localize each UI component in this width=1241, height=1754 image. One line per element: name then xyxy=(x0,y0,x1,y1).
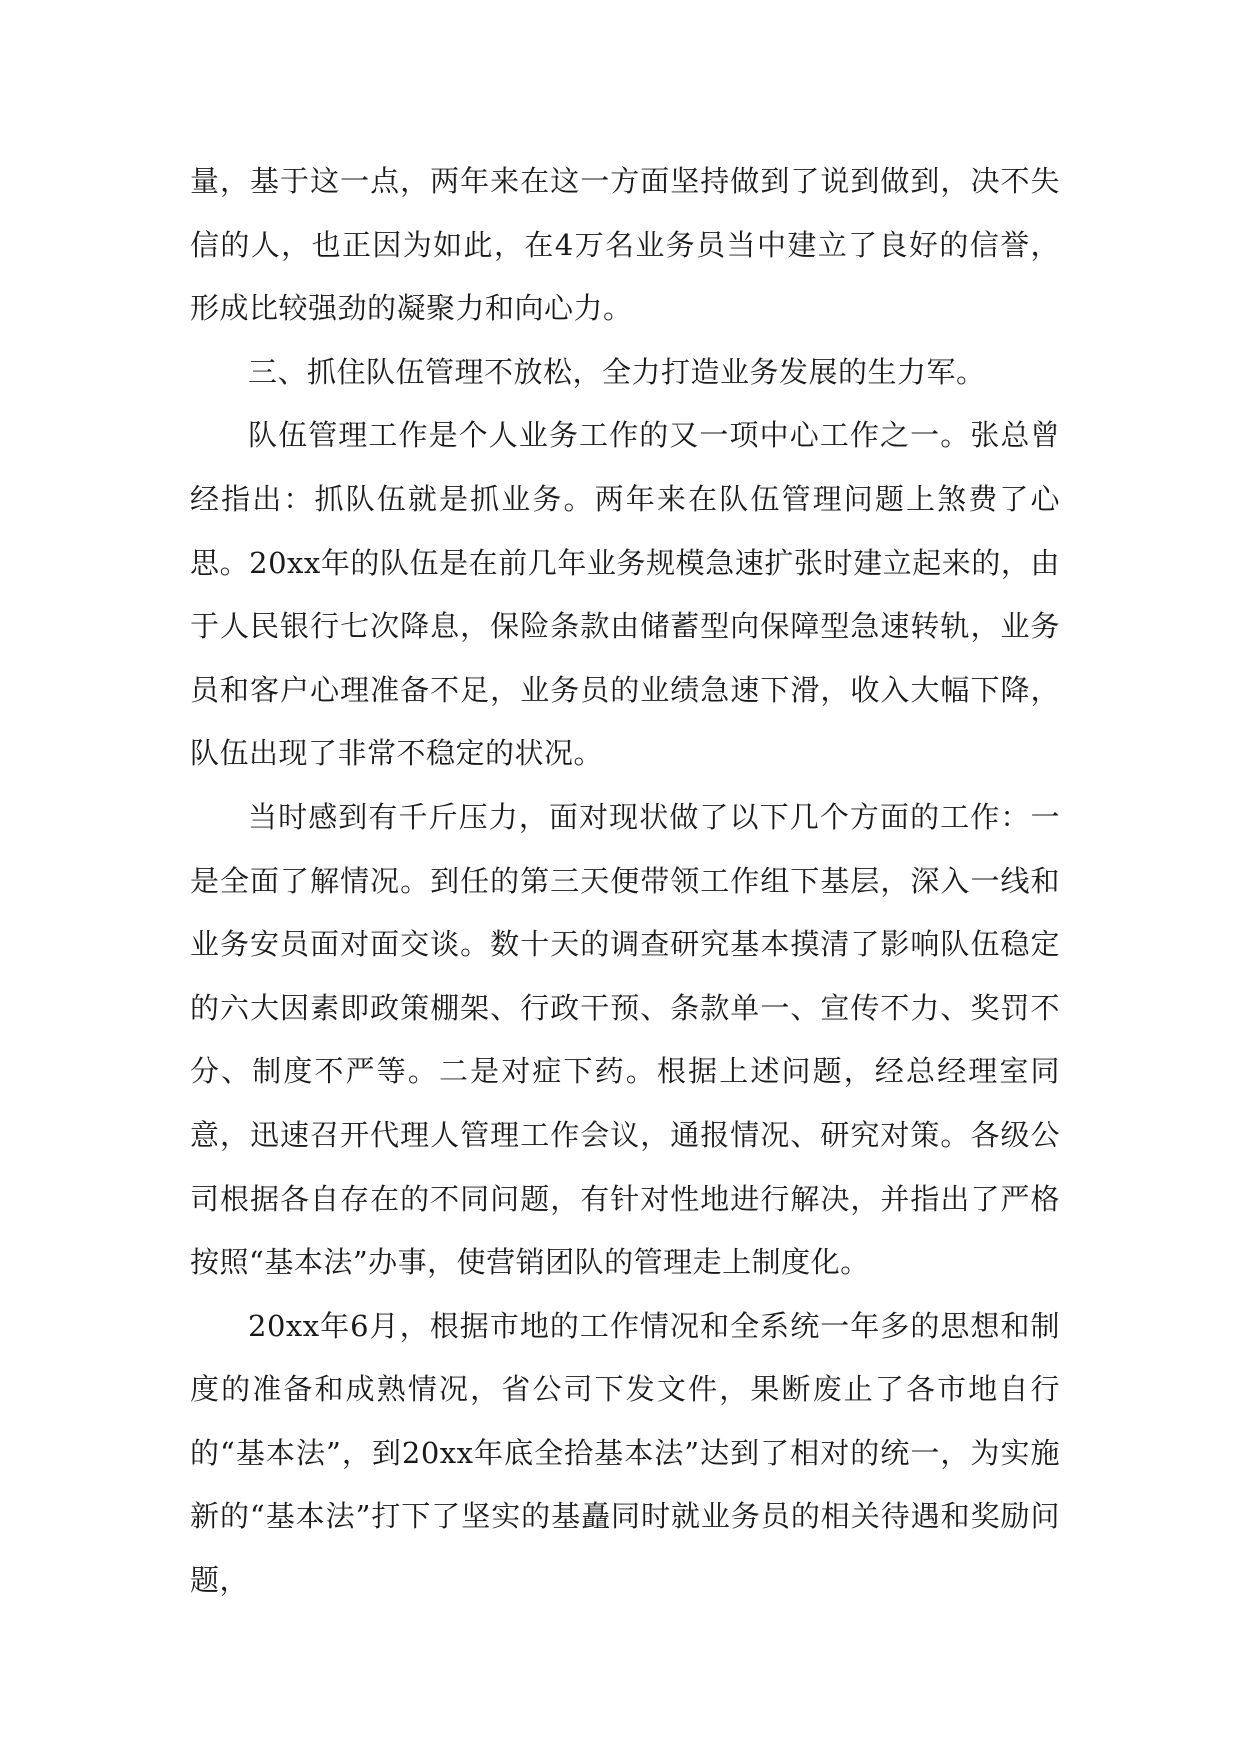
document-body xyxy=(190,150,1060,1613)
paragraph-4: 当时感到有千斤压力，面对现状做了以下几个方面的工作：一是全面了解情况。到任的第三天便带领工作组下基层，深入一线和业务安员面对面交谈。数十天的调查研究基本摸清了影响队伍稳定的六大因素即政策棚架、行政干预、条款单一、宣传不力、奖罚不分、制度不严等。二是对症下药。根据上述问题，经总经理室同意，迅速召开代理人管理工作会议，通报情况、研究对策。各级公司根据各自存在的不同问题，有针对性地进行解决，并指出了严格按照“基本法”办事，使营销团队的管理走上制度化。 xyxy=(190,799,1060,1280)
paragraph-1: 量，基于这一点，两年来在这一方面坚持做到了说到做到，决不失信的人，也正因为如此，在4万名业务员当中建立了良好的信誉，形成比较强劲的凝聚力和向心力。 xyxy=(190,164,1060,326)
paragraph-2-section-heading: 三、抓住队伍管理不放松，全力打造业务发展的生力军。 xyxy=(248,354,986,389)
paragraph-3: 队伍管理工作是个人业务工作的又一项中心工作之一。张总曾经指出：抓队伍就是抓业务。两年来在队伍管理问题上煞费了心思。20xx年的队伍是在前几年业务规模急速扩张时建立起来的，由于人民银行七次降息，保险条款由储蓄型向保障型急速转轨，业务员和客户心理准备不足，业务员的业绩急速下滑，收入大幅下降，队伍出现了非常不稳定的状况。 xyxy=(190,418,1060,771)
paragraph-5: 20xx年6月，根据市地的工作情况和全系统一年多的思想和制度的准备和成熟情况，省公司下发文件，果断废止了各市地自行的“基本法”，到20xx年底全拾基本法”达到了相对的统一，为实施新的“基本法”打下了坚实的基矗同时就业务员的相关待遇和奖励问题， xyxy=(190,1308,1060,1598)
